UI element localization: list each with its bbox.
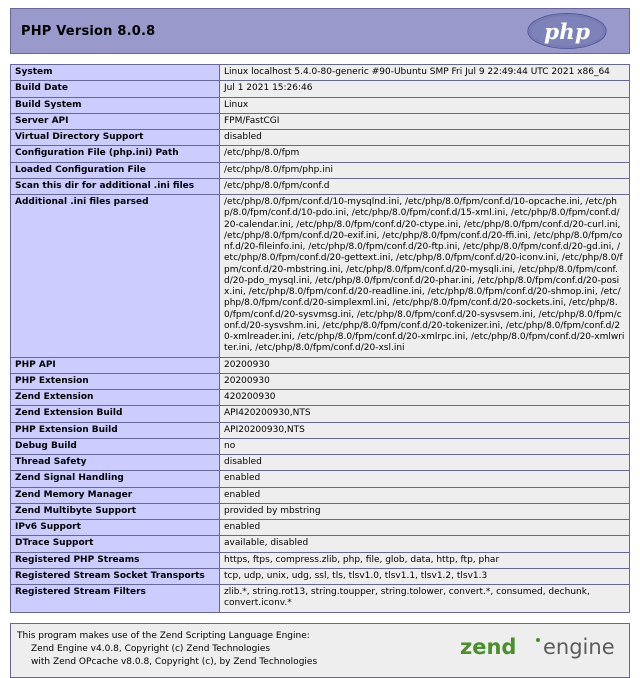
row-label: Registered PHP Streams (11, 552, 220, 568)
row-label: Scan this dir for additional .ini files (11, 178, 220, 194)
table-row (11, 520, 630, 536)
table-row (11, 487, 630, 503)
svg-text:zend: zend (460, 634, 517, 659)
table-row (11, 471, 630, 487)
row-label: IPv6 Support (11, 520, 220, 536)
row-value: enabled (220, 471, 630, 487)
table-row (11, 357, 630, 373)
row-value: disabled (220, 130, 630, 146)
zend-credits (10, 623, 630, 678)
table-row (11, 422, 630, 438)
row-label: Thread Safety (11, 455, 220, 471)
row-label: PHP API (11, 357, 220, 373)
table-row (11, 536, 630, 552)
table-row (11, 195, 630, 358)
row-value: API20200930,NTS (220, 422, 630, 438)
row-label: Zend Extension (11, 390, 220, 406)
svg-text:php: php (544, 20, 590, 45)
row-label: System (11, 65, 220, 81)
table-row (11, 178, 630, 194)
row-label: Additional .ini files parsed (11, 195, 220, 358)
row-value: enabled (220, 520, 630, 536)
row-value: 420200930 (220, 390, 630, 406)
row-value: /etc/php/8.0/fpm (220, 146, 630, 162)
table-row (11, 585, 630, 613)
credits-line-3: with Zend OPcache v8.0.8, Copyright (c), by Zend Technologies (31, 656, 318, 667)
row-value: API420200930,NTS (220, 406, 630, 422)
table-row (11, 390, 630, 406)
table-row (11, 503, 630, 519)
table-row (11, 406, 630, 422)
row-value: Jul 1 2021 15:26:46 (220, 81, 630, 97)
row-label: Configuration File (php.ini) Path (11, 146, 220, 162)
row-label: Zend Multibyte Support (11, 503, 220, 519)
row-value: enabled (220, 487, 630, 503)
row-value: zlib.*, string.rot13, string.toupper, string.tolower, convert.*, consumed, dechunk, convert.iconv.* (220, 585, 630, 613)
zend-engine-logo (459, 631, 619, 668)
row-label: Loaded Configuration File (11, 162, 220, 178)
row-value: available, disabled (220, 536, 630, 552)
table-row (11, 438, 630, 454)
row-label: Zend Extension Build (11, 406, 220, 422)
table-row (11, 146, 630, 162)
row-value: /etc/php/8.0/fpm/conf.d (220, 178, 630, 194)
row-label: Build System (11, 97, 220, 113)
table-row (11, 97, 630, 113)
row-value: FPM/FastCGI (220, 113, 630, 129)
credits-text-block (17, 630, 317, 669)
row-label: Zend Memory Manager (11, 487, 220, 503)
table-row (11, 130, 630, 146)
page-header (10, 8, 630, 54)
row-label: PHP Extension (11, 373, 220, 389)
phpinfo-table (10, 64, 630, 613)
row-value: 20200930 (220, 357, 630, 373)
row-value: https, ftps, compress.zlib, php, file, glob, data, http, ftp, phar (220, 552, 630, 568)
row-label: Build Date (11, 81, 220, 97)
credits-line-1: This program makes use of the Zend Scripting Language Engine: (17, 630, 310, 641)
row-label: Virtual Directory Support (11, 130, 220, 146)
row-value: disabled (220, 455, 630, 471)
table-row (11, 162, 630, 178)
table-row (11, 455, 630, 471)
row-value: tcp, udp, unix, udg, ssl, tls, tlsv1.0, tlsv1.1, tlsv1.2, tlsv1.3 (220, 568, 630, 584)
svg-text:engine: engine (543, 634, 615, 659)
table-row (11, 81, 630, 97)
row-value: Linux (220, 97, 630, 113)
table-row (11, 113, 630, 129)
table-row (11, 65, 630, 81)
row-label: DTrace Support (11, 536, 220, 552)
row-value: Linux localhost 5.4.0-80-generic #90-Ubuntu SMP Fri Jul 9 22:49:44 UTC 2021 x86_64 (220, 65, 630, 81)
row-value: 20200930 (220, 373, 630, 389)
row-label: Registered Stream Filters (11, 585, 220, 613)
row-label: PHP Extension Build (11, 422, 220, 438)
row-label: Registered Stream Socket Transports (11, 568, 220, 584)
table-row (11, 373, 630, 389)
row-label: Server API (11, 113, 220, 129)
row-value: no (220, 438, 630, 454)
table-body (11, 65, 630, 613)
phpinfo-page (10, 0, 630, 678)
php-logo (515, 11, 619, 51)
table-row (11, 568, 630, 584)
credits-line-2: Zend Engine v4.0.8, Copyright (c) Zend Technologies (31, 643, 271, 654)
row-label: Debug Build (11, 438, 220, 454)
page-title: PHP Version 8.0.8 (21, 23, 156, 39)
row-value: provided by mbstring (220, 503, 630, 519)
table-row (11, 552, 630, 568)
row-value: /etc/php/8.0/fpm/php.ini (220, 162, 630, 178)
row-label: Zend Signal Handling (11, 471, 220, 487)
row-value: /etc/php/8.0/fpm/conf.d/10-mysqlnd.ini, /etc/php/8.0/fpm/conf.d/10-opcache.ini, /etc/php/8.0/fpm/conf.d/10-pdo.ini, /etc/php/8.0/fpm/conf.d/15-xml.ini, /etc/php/8.0/fpm/conf.d/20-calendar.ini, /etc/php/8.0/fpm/conf.d/20-ctype.ini, /etc/php/8.0/fpm/conf.d/20-curl.ini, /etc/php/8.0/fpm/conf.d/20-exif.ini, /etc/php/8.0/fpm/conf.d/20-ffi.ini, /etc/php/8.0/fpm/conf.d/20-fileinfo.ini, /etc/php/8.0/fpm/conf.d/20-ftp.ini, /etc/php/8.0/fpm/conf.d/20-gd.ini, /etc/php/8.0/fpm/conf.d/20-gettext.ini, /etc/php/8.0/fpm/conf.d/20-iconv.ini, /etc/php/8.0/fpm/conf.d/20-mbstring.ini, /etc/php/8.0/fpm/conf.d/20-mysqli.ini, /etc/php/8.0/fpm/conf.d/20-pdo_mysql.ini, /etc/php/8.0/fpm/conf.d/20-phar.ini, /etc/php/8.0/fpm/conf.d/20-posix.ini, /etc/php/8.0/fpm/conf.d/20-readline.ini, /etc/php/8.0/fpm/conf.d/20-shmop.ini, /etc/php/8.0/fpm/conf.d/20-simplexml.ini, /etc/php/8.0/fpm/conf.d/20-sockets.ini, /etc/php/8.0/fpm/conf.d/20-sysvmsg.ini, /etc/php/8.0/fpm/conf.d/20-sysvsem.ini, /etc/php/8.0/fpm/conf.d/20-sysvshm.ini, /etc/php/8.0/fpm/conf.d/20-tokenizer.ini, /etc/php/8.0/fpm/conf.d/20-xmlreader.ini, /etc/php/8.0/fpm/conf.d/20-xmlrpc.ini, /etc/php/8.0/fpm/conf.d/20-xmlwriter.ini, /etc/php/8.0/fpm/conf.d/20-xsl.ini (220, 195, 630, 358)
